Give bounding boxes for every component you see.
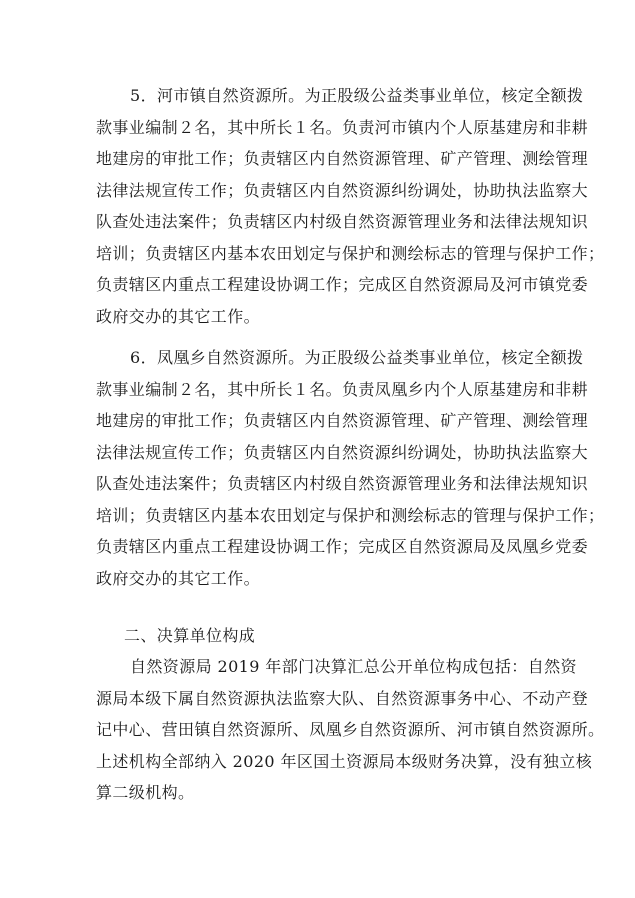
paragraph-line: 法律法规宣传工作；负责辖区内自然资源纠纷调处，协助执法监察大 xyxy=(96,180,589,200)
paragraph-line: 负责辖区内重点工程建设协调工作；完成区自然资源局及凤凰乡党委 xyxy=(96,537,589,556)
paragraph-composition xyxy=(96,651,605,809)
paragraph-line: 源局本级下属自然资源执法监察大队、自然资源事务中心、不动产登 xyxy=(96,688,589,708)
paragraph-item-5 xyxy=(96,80,605,332)
section-heading-2 xyxy=(96,620,544,652)
paragraph-line: 政府交办的其它工作。 xyxy=(96,568,261,588)
paragraph-line: 5．河市镇自然资源所。为正股级公益类事业单位，核定全额拨 xyxy=(130,86,584,105)
paragraph-line: 算二级机构。 xyxy=(96,783,195,802)
paragraph-line: 记中心、营田镇自然资源所、凤凰乡自然资源所、河市镇自然资源所。 xyxy=(96,720,605,739)
paragraph-line: 培训；负责辖区内基本农田划定与保护和测绘标志的管理与保护工作； xyxy=(96,243,605,263)
paragraph-line: 政府交办的其它工作。 xyxy=(96,306,261,326)
section-heading: 二、决算单位构成 xyxy=(124,626,256,645)
paragraph-line: 上述机构全部纳入 2020 年区国土资源局本级财务决算，没有独立核 xyxy=(96,751,593,771)
paragraph-item-6 xyxy=(96,342,605,594)
paragraph-line: 队查处违法案件；负责辖区内村级自然资源管理业务和法律法规知识 xyxy=(96,474,589,493)
paragraph-line: 地建房的审批工作；负责辖区内自然资源管理、矿产管理、测绘管理 xyxy=(96,149,589,168)
paragraph-line: 法律法规宣传工作；负责辖区内自然资源纠纷调处，协助执法监察大 xyxy=(96,442,589,462)
paragraph-line: 队查处违法案件；负责辖区内村级自然资源管理业务和法律法规知识 xyxy=(96,212,589,231)
paragraph-line: 款事业编制２名，其中所长１名。负责河市镇内个人原基建房和非耕 xyxy=(96,117,589,137)
paragraph-line: 地建房的审批工作；负责辖区内自然资源管理、矿产管理、测绘管理 xyxy=(96,411,589,430)
paragraph-line: 培训；负责辖区内基本农田划定与保护和测绘标志的管理与保护工作； xyxy=(96,505,605,525)
paragraph-line: 负责辖区内重点工程建设协调工作；完成区自然资源局及河市镇党委 xyxy=(96,275,589,294)
paragraph-line: 自然资源局 2019 年部门决算汇总公开单位构成包括：自然资 xyxy=(130,657,577,676)
paragraph-line: 款事业编制２名，其中所长１名。负责凤凰乡内个人原基建房和非耕 xyxy=(96,379,589,399)
paragraph-line: 6．凤凰乡自然资源所。为正股级公益类事业单位，核定全额拨 xyxy=(130,348,584,367)
